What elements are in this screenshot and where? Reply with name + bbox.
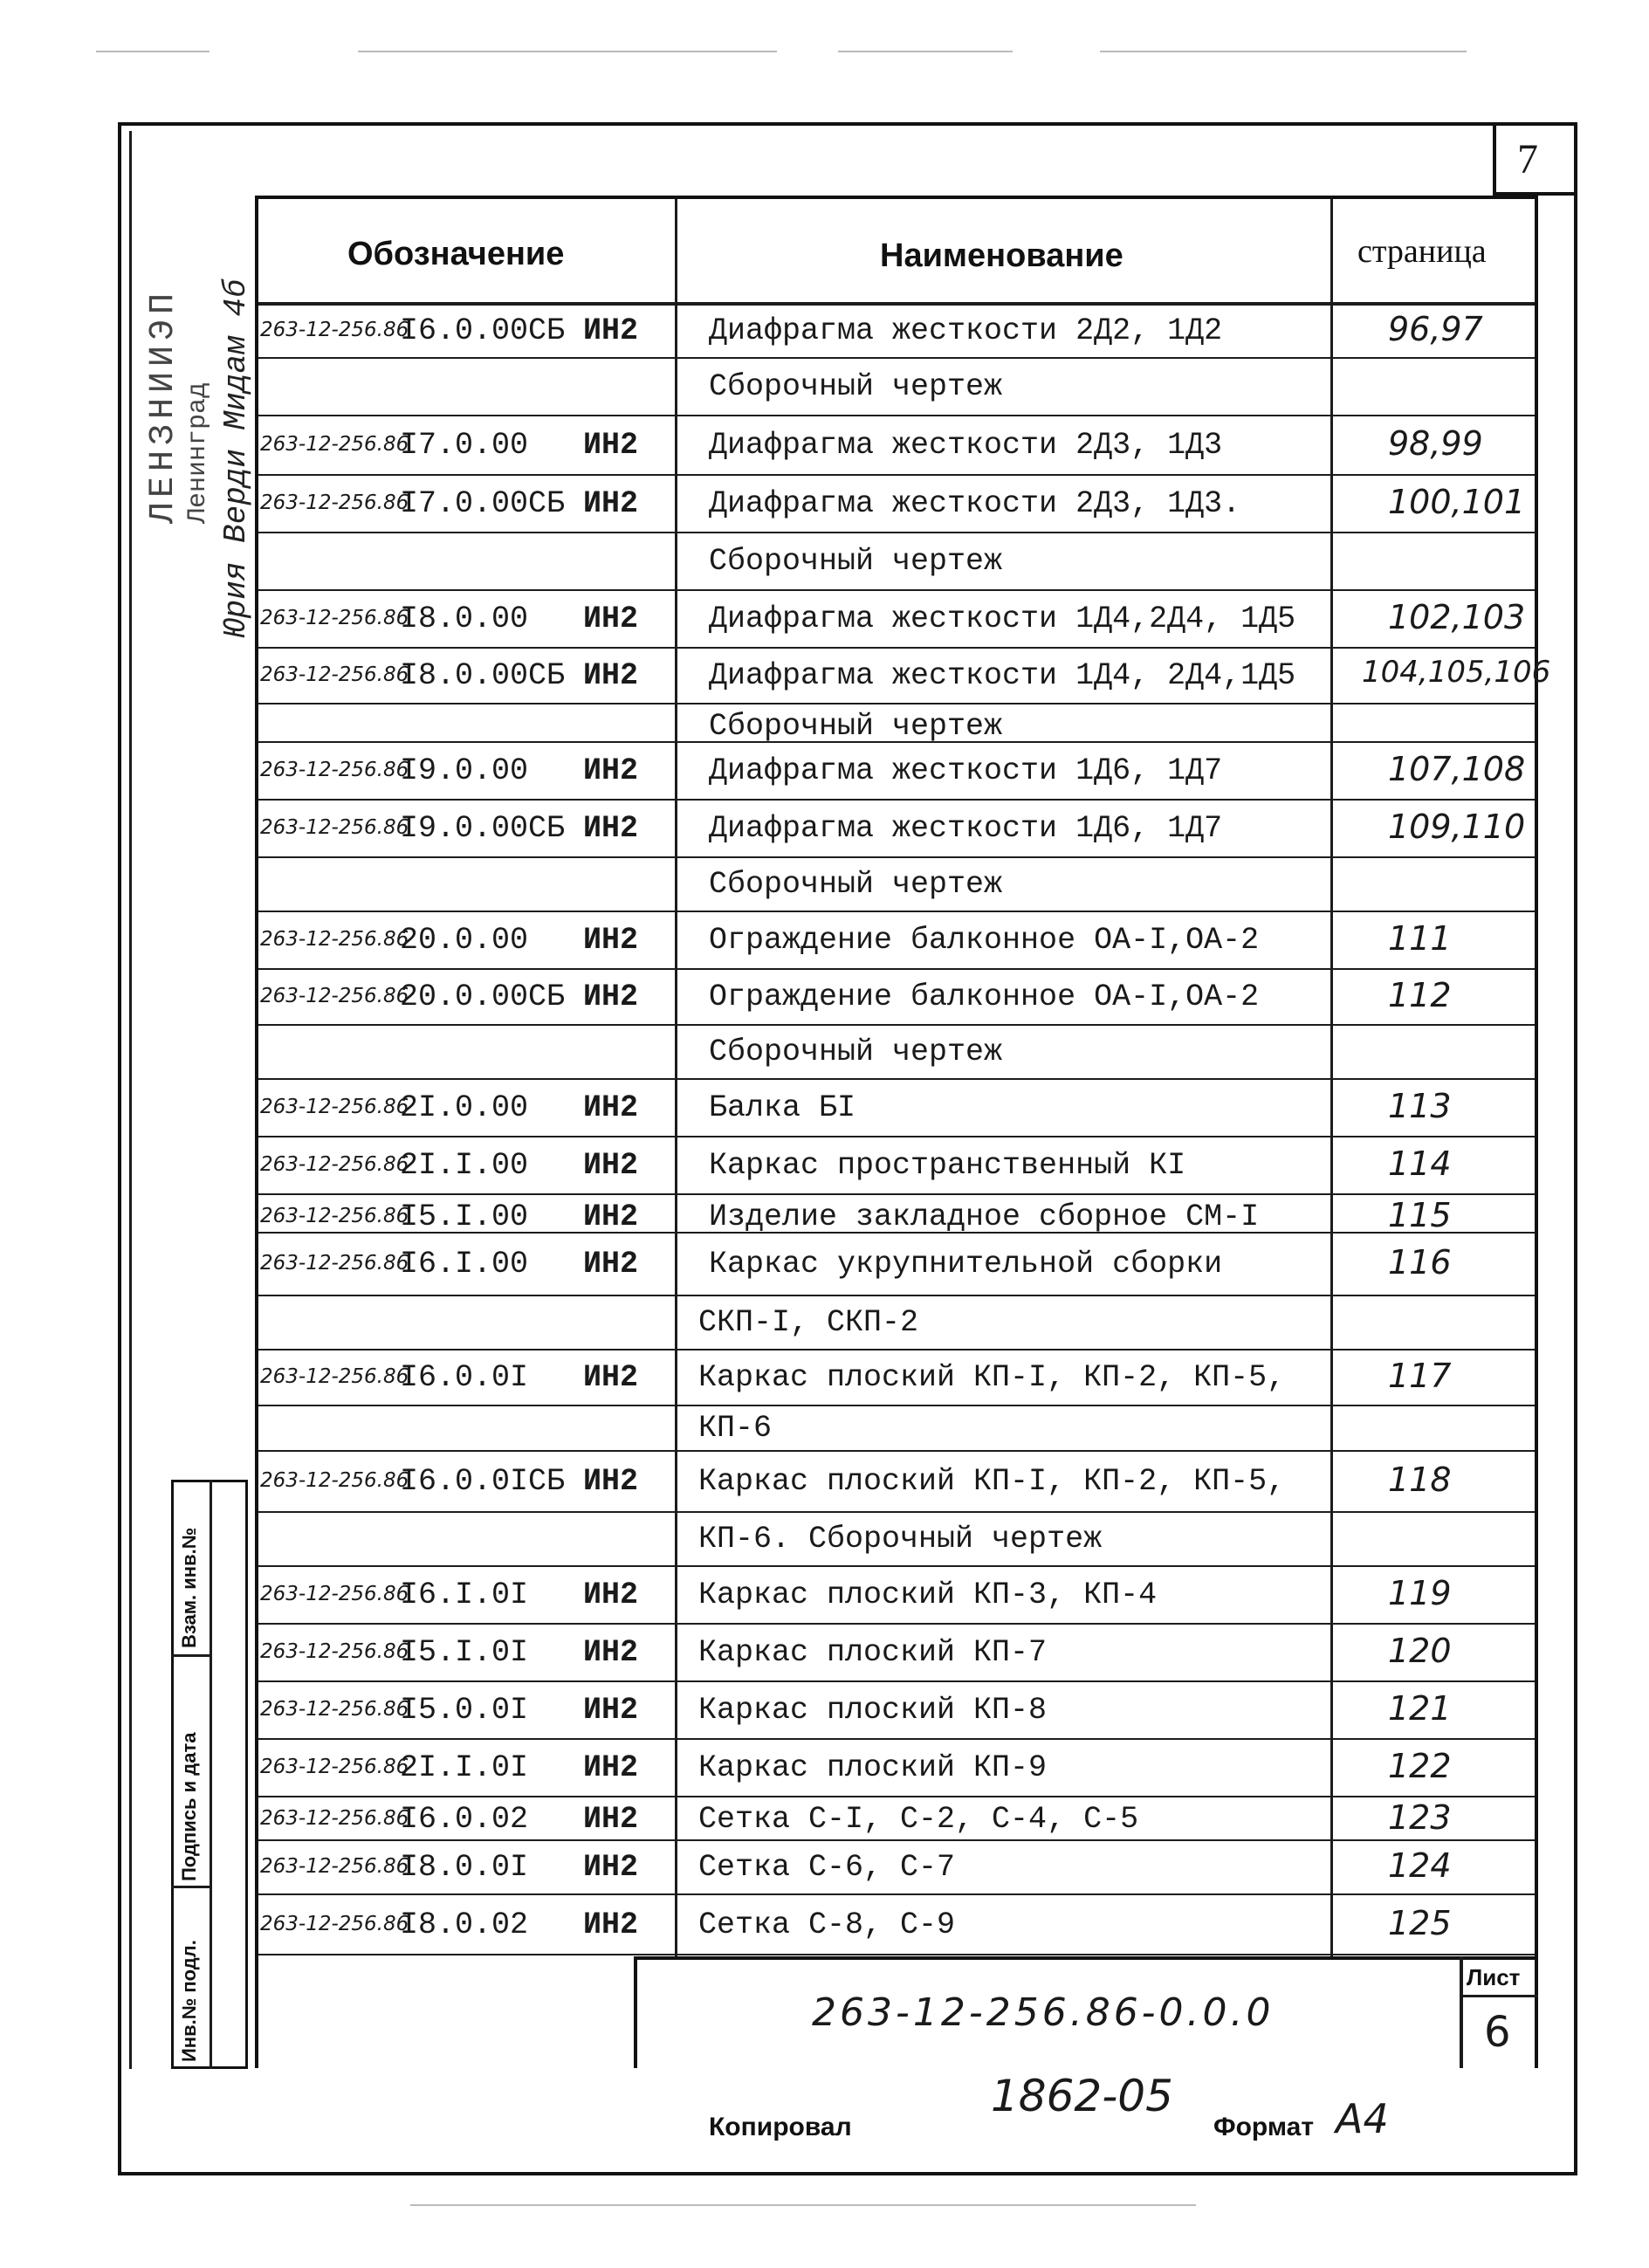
row-separator <box>258 474 1535 476</box>
row-name: Каркас плоский КП-9 <box>698 1750 1048 1785</box>
row-page: 107,108 <box>1388 750 1526 788</box>
row-designation: 2I.I.0I <box>400 1750 529 1785</box>
row-page: 118 <box>1388 1460 1452 1499</box>
scan-mark <box>358 51 777 52</box>
sheet-number: 6 <box>1484 2008 1511 2057</box>
row-separator <box>258 968 1535 970</box>
row-separator <box>258 911 1535 912</box>
row-inv-mark: ИН2 <box>583 1693 639 1728</box>
row-inv-mark: ИН2 <box>583 1464 639 1499</box>
row-page: 123 <box>1388 1798 1452 1837</box>
row-code: 263-12-256.86 <box>260 928 409 951</box>
table-row <box>0 1196 1649 1234</box>
row-inv-mark: ИН2 <box>583 1635 639 1670</box>
row-name: Диафрагма жесткости 1Д4, 2Д4,1Д5 <box>709 658 1296 693</box>
table-row <box>0 1138 1649 1183</box>
row-name: КП-6 <box>698 1411 773 1446</box>
inner-frame-left <box>129 131 132 2069</box>
page-number: 7 <box>1517 136 1538 182</box>
format-label: Формат <box>1213 2113 1315 2141</box>
table-row <box>0 1453 1649 1499</box>
row-name: Диафрагма жесткости 2Д3, 1Д3. <box>709 486 1241 521</box>
table-row <box>0 801 1649 846</box>
side-box-divider <box>210 1480 212 2069</box>
row-name: СКП-I, СКП-2 <box>698 1305 919 1340</box>
row-inv-mark: ИН2 <box>583 486 639 521</box>
row-name: КП-6. Сборочный чертеж <box>698 1522 1103 1557</box>
row-name: Диафрагма жесткости 1Д6, 1Д7 <box>709 811 1223 846</box>
copy-number: 1862-05 <box>991 2071 1173 2121</box>
row-name: Сборочный чертеж <box>709 369 1003 404</box>
row-separator <box>258 647 1535 649</box>
row-separator <box>258 357 1535 359</box>
row-inv-mark: ИН2 <box>583 1360 639 1395</box>
row-page: 109,110 <box>1388 808 1526 846</box>
row-name: Диафрагма жесткости 2Д2, 1Д2 <box>709 313 1223 348</box>
row-name: Каркас плоский КП-I, КП-2, КП-5, <box>698 1464 1286 1499</box>
row-page: 111 <box>1388 919 1452 958</box>
row-name: Сетка С-8, С-9 <box>698 1907 956 1942</box>
row-inv-mark: ИН2 <box>583 428 639 463</box>
row-code: 263-12-256.86 <box>260 1365 409 1388</box>
row-page: 112 <box>1388 976 1452 1014</box>
row-page: 125 <box>1388 1903 1452 1942</box>
row-designation: I5.0.0I <box>400 1693 529 1728</box>
row-name: Сборочный чертеж <box>709 544 1003 579</box>
row-separator <box>258 1796 1535 1797</box>
row-designation: I9.0.00 <box>400 753 529 788</box>
side-box-sep-2 <box>171 1886 210 1888</box>
row-page: 115 <box>1388 1196 1452 1234</box>
row-page: 113 <box>1388 1087 1452 1125</box>
row-separator <box>258 1839 1535 1841</box>
row-designation: I8.0.0I <box>400 1850 529 1885</box>
row-designation: 20.0.00СБ <box>400 979 566 1014</box>
table-row <box>0 1297 1649 1340</box>
row-name: Сетка С-6, С-7 <box>698 1850 956 1885</box>
row-separator <box>258 415 1535 416</box>
sheet-label-line <box>1460 1995 1538 1997</box>
row-separator <box>258 1738 1535 1740</box>
table-row <box>0 1407 1649 1446</box>
row-page: 96,97 <box>1388 310 1483 348</box>
row-designation: I8.0.02 <box>400 1907 529 1942</box>
row-inv-mark: ИН2 <box>583 1577 639 1612</box>
row-separator <box>258 1954 1535 1955</box>
row-separator <box>258 589 1535 591</box>
side-label-sign: Подпись и дата <box>178 1732 200 1881</box>
row-designation: I6.0.00СБ <box>400 313 566 348</box>
table-row <box>0 913 1649 958</box>
row-name: Диафрагма жесткости 2Д3, 1Д3 <box>709 428 1223 463</box>
row-code: 263-12-256.86 <box>260 1205 409 1227</box>
row-separator <box>258 1680 1535 1682</box>
signature-text: Юрия Верди Мидам 4б <box>218 278 254 637</box>
row-separator <box>258 1450 1535 1452</box>
table-row <box>0 1234 1649 1282</box>
row-designation: I7.0.00 <box>400 428 529 463</box>
row-designation: I7.0.00СБ <box>400 486 566 521</box>
format-value: А4 <box>1336 2095 1389 2142</box>
row-inv-mark: ИН2 <box>583 811 639 846</box>
org-address: Ленинград <box>183 381 213 524</box>
table-row <box>0 705 1649 744</box>
row-inv-mark: ИН2 <box>583 1247 639 1282</box>
row-separator <box>258 799 1535 801</box>
row-name: Ограждение балконное ОА-I,ОА-2 <box>709 979 1260 1014</box>
row-code: 263-12-256.86 <box>260 433 409 456</box>
row-inv-mark: ИН2 <box>583 601 639 636</box>
row-code: 263-12-256.86 <box>260 1153 409 1176</box>
row-designation: I6.0.0I <box>400 1360 529 1395</box>
row-separator <box>258 1511 1535 1513</box>
row-designation: I5.I.00 <box>400 1199 529 1234</box>
header-name: Наименование <box>880 237 1123 274</box>
row-code: 263-12-256.86 <box>260 1855 409 1878</box>
row-code: 263-12-256.86 <box>260 1096 409 1118</box>
row-page: 124 <box>1388 1846 1452 1885</box>
header-page: страница <box>1357 233 1487 270</box>
row-page: 117 <box>1388 1357 1452 1395</box>
row-page: 122 <box>1388 1747 1452 1785</box>
row-name: Каркас пространственный КI <box>709 1148 1186 1183</box>
table-row <box>0 744 1649 788</box>
row-page: 104,105,106 <box>1362 655 1551 690</box>
row-name: Каркас плоский КП-7 <box>698 1635 1048 1670</box>
row-page: 98,99 <box>1388 424 1483 463</box>
row-designation: I6.0.0IСБ <box>400 1464 566 1499</box>
row-separator <box>258 1349 1535 1350</box>
row-code: 263-12-256.86 <box>260 1640 409 1663</box>
row-designation: I6.I.0I <box>400 1577 529 1612</box>
row-code: 263-12-256.86 <box>260 491 409 514</box>
scan-mark <box>96 51 210 52</box>
row-designation: I6.0.02 <box>400 1802 529 1837</box>
table-row <box>0 1081 1649 1125</box>
row-separator <box>258 1623 1535 1625</box>
row-code: 263-12-256.86 <box>260 319 409 341</box>
row-separator <box>258 1136 1535 1137</box>
row-code: 263-12-256.86 <box>260 816 409 839</box>
row-name: Каркас плоский КП-3, КП-4 <box>698 1577 1158 1612</box>
sheet-label: Лист <box>1467 1964 1521 1990</box>
row-separator <box>258 1893 1535 1895</box>
scan-mark <box>1100 51 1467 52</box>
row-designation: I8.0.00 <box>400 601 529 636</box>
row-designation: 2I.0.00 <box>400 1090 529 1125</box>
row-name: Каркас плоский КП-I, КП-2, КП-5, <box>698 1360 1286 1395</box>
row-inv-mark: ИН2 <box>583 1199 639 1234</box>
row-separator <box>258 1078 1535 1080</box>
header-designation: Обозначение <box>347 236 565 272</box>
row-separator <box>258 1295 1535 1296</box>
row-name: Сборочный чертеж <box>709 1034 1003 1069</box>
row-separator <box>258 703 1535 704</box>
row-separator <box>258 1024 1535 1026</box>
copied-label: Копировал <box>709 2113 852 2141</box>
row-designation: 20.0.00 <box>400 923 529 958</box>
row-designation: I6.I.00 <box>400 1247 529 1282</box>
row-code: 263-12-256.86 <box>260 663 409 686</box>
row-name: Каркас укрупнительной сборки <box>709 1247 1223 1282</box>
doc-code: 263-12-256.86-0.0.0 <box>812 1990 1275 2035</box>
row-inv-mark: ИН2 <box>583 313 639 348</box>
row-designation: I8.0.00СБ <box>400 658 566 693</box>
row-page: 100,101 <box>1388 483 1526 521</box>
table-row <box>0 1351 1649 1395</box>
row-inv-mark: ИН2 <box>583 923 639 958</box>
row-inv-mark: ИН2 <box>583 1148 639 1183</box>
org-stamp: ЛЕНЗНИИЭП <box>144 287 183 524</box>
row-code: 263-12-256.86 <box>260 1698 409 1721</box>
row-name: Диафрагма жесткости 1Д6, 1Д7 <box>709 753 1223 788</box>
row-separator <box>258 1565 1535 1567</box>
row-name: Изделие закладное сборное СМ-I <box>709 1199 1260 1234</box>
table-row <box>0 971 1649 1014</box>
row-code: 263-12-256.86 <box>260 1583 409 1605</box>
row-name: Диафрагма жесткости 1Д4,2Д4, 1Д5 <box>709 601 1296 636</box>
row-inv-mark: ИН2 <box>583 658 639 693</box>
row-inv-mark: ИН2 <box>583 753 639 788</box>
row-page: 119 <box>1388 1574 1452 1612</box>
row-inv-mark: ИН2 <box>583 1907 639 1942</box>
row-code: 263-12-256.86 <box>260 759 409 781</box>
row-name: Каркас плоский КП-8 <box>698 1693 1048 1728</box>
row-name: Сетка С-I, С-2, С-4, С-5 <box>698 1802 1139 1837</box>
row-inv-mark: ИН2 <box>583 1802 639 1837</box>
row-separator <box>258 1193 1535 1195</box>
scan-mark <box>410 2204 1196 2206</box>
table-row <box>0 649 1649 693</box>
row-separator <box>258 856 1535 858</box>
row-separator <box>258 1405 1535 1406</box>
scan-mark <box>838 51 1013 52</box>
side-label-inv: Инв.№ подл. <box>178 1940 200 2062</box>
row-page: 114 <box>1388 1144 1452 1183</box>
row-page: 116 <box>1388 1243 1452 1282</box>
row-code: 263-12-256.86 <box>260 1807 409 1830</box>
row-designation: 2I.I.00 <box>400 1148 529 1183</box>
title-block-divider <box>1460 1956 1463 2068</box>
row-page: 120 <box>1388 1632 1452 1670</box>
row-name: Балка БI <box>709 1090 856 1125</box>
row-code: 263-12-256.86 <box>260 1912 409 1935</box>
row-page: 102,103 <box>1388 598 1526 636</box>
row-inv-mark: ИН2 <box>583 1090 639 1125</box>
row-separator <box>258 532 1535 533</box>
row-code: 263-12-256.86 <box>260 985 409 1007</box>
row-page: 121 <box>1388 1689 1452 1728</box>
row-designation: I9.0.00СБ <box>400 811 566 846</box>
row-code: 263-12-256.86 <box>260 1756 409 1778</box>
row-inv-mark: ИН2 <box>583 1750 639 1785</box>
table-row <box>0 859 1649 902</box>
row-code: 263-12-256.86 <box>260 1252 409 1275</box>
row-code: 263-12-256.86 <box>260 607 409 629</box>
side-box-sep-1 <box>171 1654 210 1657</box>
row-designation: I5.I.0I <box>400 1635 529 1670</box>
row-inv-mark: ИН2 <box>583 979 639 1014</box>
row-name: Ограждение балконное ОА-I,ОА-2 <box>709 923 1260 958</box>
row-name: Сборочный чертеж <box>709 867 1003 902</box>
row-inv-mark: ИН2 <box>583 1850 639 1885</box>
side-label-replace: Взам. инв.№ <box>178 1527 200 1648</box>
row-name: Сборочный чертеж <box>709 709 1003 744</box>
row-code: 263-12-256.86 <box>260 1469 409 1492</box>
